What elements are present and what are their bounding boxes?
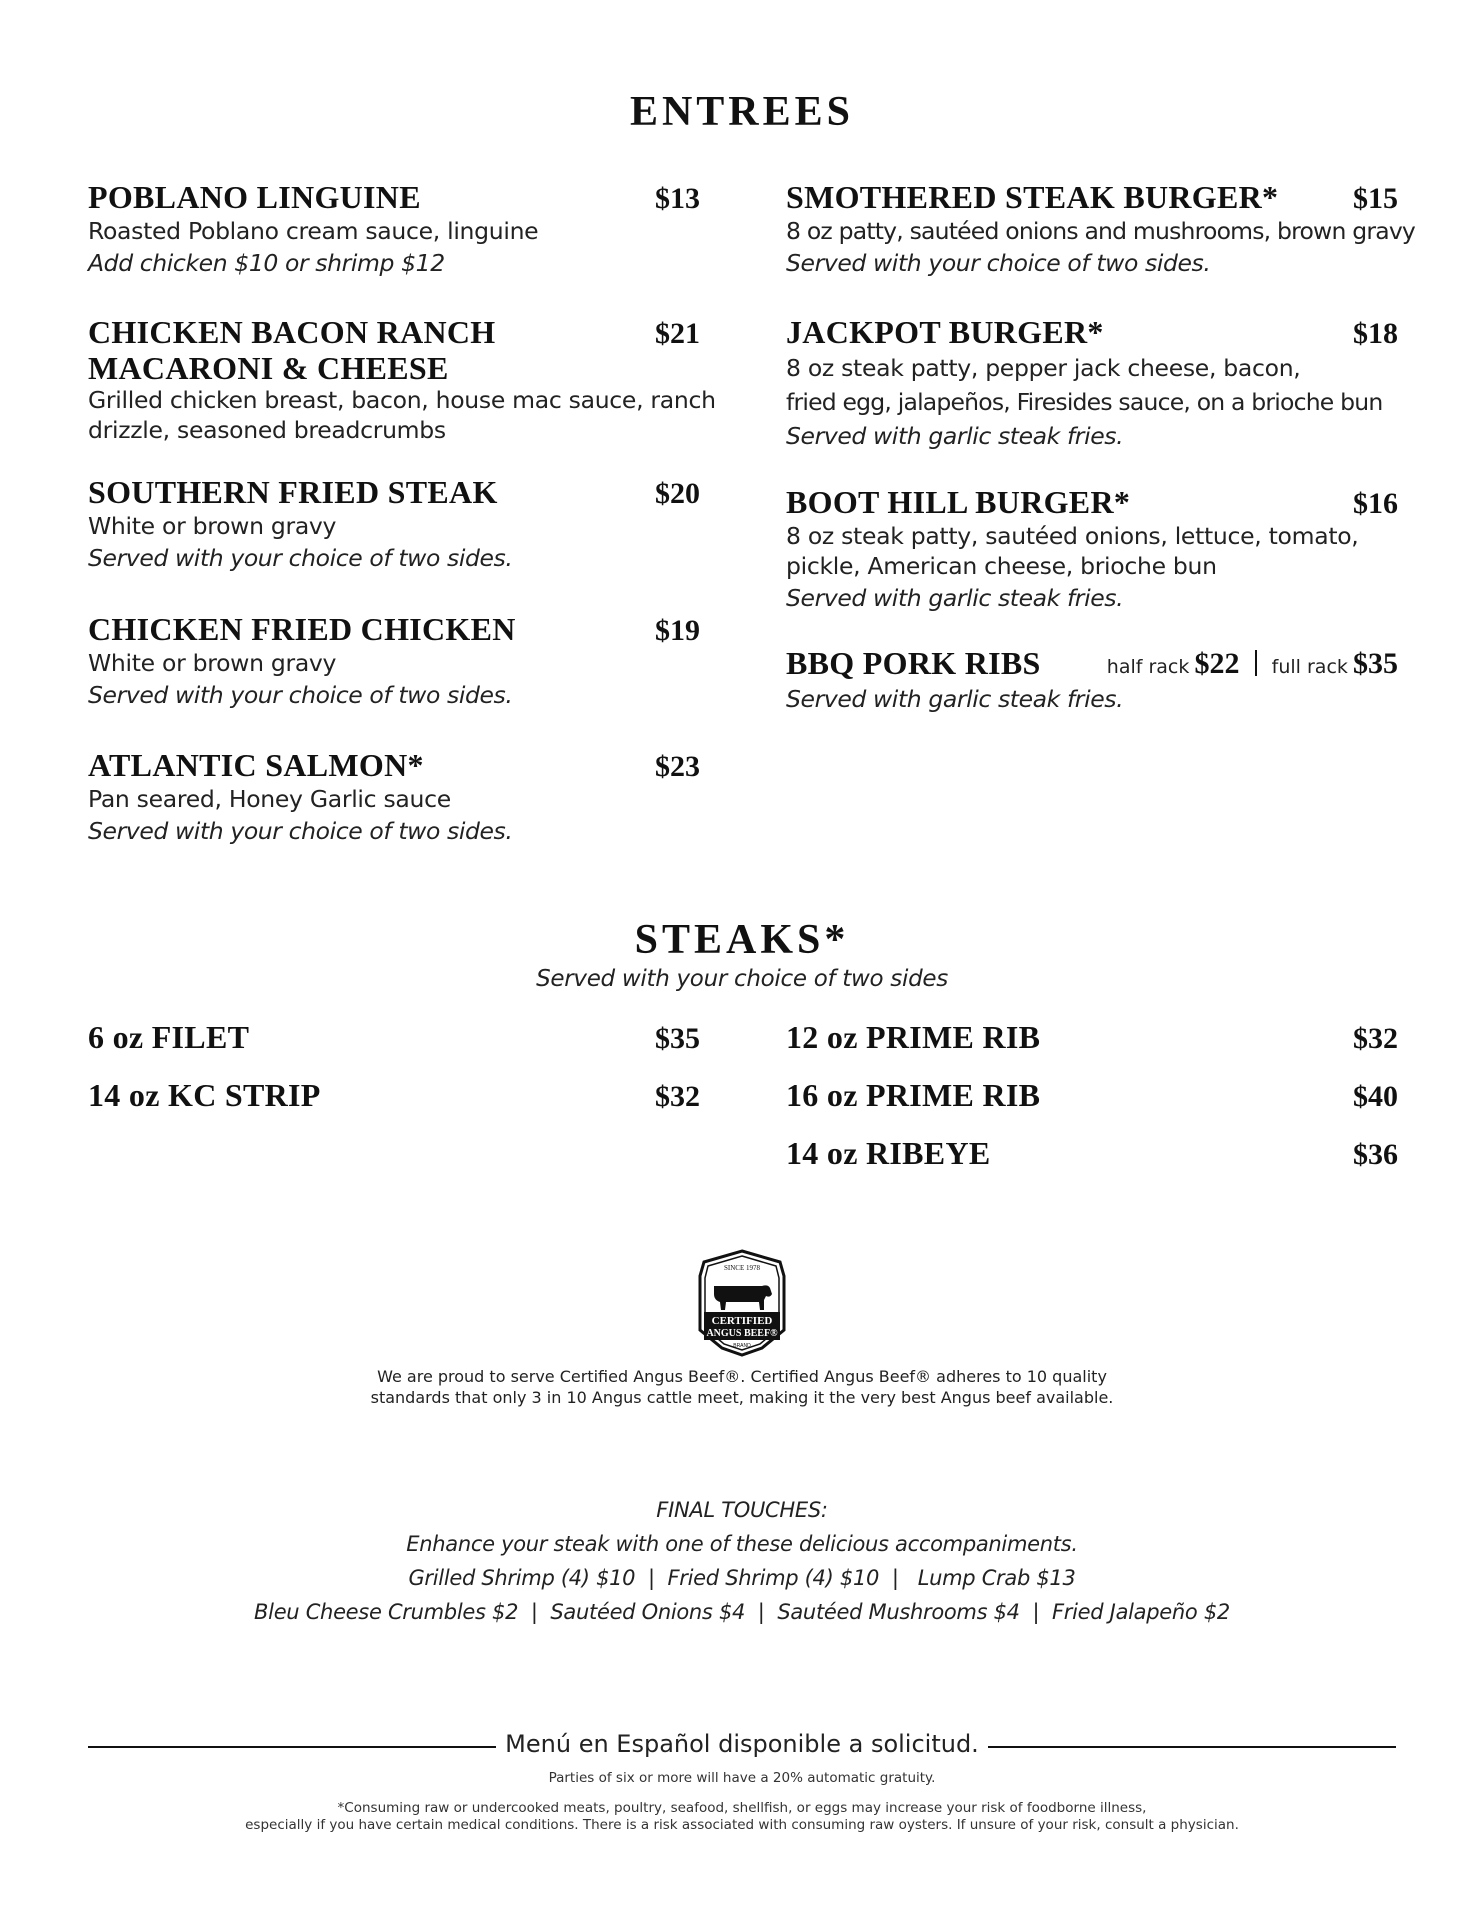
steak-item-kc-strip [88, 1078, 700, 1118]
menu-item-chicken-bacon-ranch [88, 314, 716, 445]
menu-item-poblano-linguine [88, 180, 700, 280]
gratuity-notice: Parties of six or more will have a 20% automatic gratuity. [548, 1770, 936, 1786]
item-name-line-2: MACARONI & CHEESE [88, 350, 449, 386]
steaks-left-column [88, 1020, 700, 1120]
item-name: ATLANTIC SALMON* [88, 747, 424, 783]
item-note: Served with your choice of two sides. [88, 681, 513, 709]
menu-item-chicken-fried-chicken [88, 612, 700, 712]
item-price: $13 [655, 182, 700, 215]
item-price: $35 [655, 1022, 700, 1055]
item-price: $15 [1353, 182, 1398, 215]
full-rack-price: $35 [1353, 647, 1398, 680]
item-description: 8 oz steak patty, sautéed onions, lettuce, tomato, [786, 522, 1359, 550]
steak-item-prime-rib-12 [786, 1020, 1398, 1060]
steaks-right-column [786, 1020, 1398, 1180]
item-price: $19 [655, 614, 700, 647]
item-price: $21 [655, 317, 700, 350]
item-price: $20 [655, 477, 700, 510]
final-touches-line-3: Bleu Cheese Crumbles $2 | Sautéed Onions $4 | Sautéed Mushrooms $4 | Fried Jalapeño $2 [254, 1600, 1230, 1624]
item-name: POBLANO LINGUINE [88, 179, 421, 215]
item-price: $32 [1353, 1022, 1398, 1055]
menu-item-atlantic-salmon [88, 748, 700, 848]
item-name: CHICKEN FRIED CHICKEN [88, 611, 516, 647]
item-description: White or brown gravy [88, 512, 337, 540]
consumer-advisory-line-2: especially if you have certain medical conditions. There is a risk associated with consuming raw oysters. If unsure of your risk, consult a physician. [245, 1817, 1239, 1833]
item-price: $16 [1353, 487, 1398, 520]
cab-description [0, 1366, 1484, 1408]
final-touches-heading: FINAL TOUCHES: [656, 1498, 828, 1522]
price-divider [1255, 650, 1257, 676]
item-note: Served with garlic steak fries. [786, 422, 1124, 450]
full-rack-label: full rack [1271, 656, 1348, 678]
item-name: 12 oz PRIME RIB [786, 1019, 1041, 1055]
item-note: Served with your choice of two sides. [88, 817, 513, 845]
item-name: CHICKEN BACON RANCH [88, 314, 496, 350]
item-name: 16 oz PRIME RIB [786, 1077, 1041, 1113]
item-note: Served with garlic steak fries. [786, 584, 1124, 612]
item-price: $40 [1353, 1080, 1398, 1113]
menu-item-southern-fried-steak [88, 475, 700, 575]
menu-item-boot-hill-burger [786, 485, 1398, 615]
item-description: White or brown gravy [88, 649, 337, 677]
spanish-menu-notice: Menú en Español disponible a solicitud. [505, 1730, 979, 1758]
item-name: BBQ PORK RIBS [786, 645, 1041, 681]
item-name: SMOTHERED STEAK BURGER* [786, 179, 1279, 215]
item-name: 14 oz KC STRIP [88, 1077, 321, 1113]
steak-item-prime-rib-16 [786, 1078, 1398, 1118]
item-description-line-2: pickle, American cheese, brioche bun [786, 552, 1217, 580]
final-touches-line-2: Grilled Shrimp (4) $10 | Fried Shrimp (4) $10 | Lump Crab $13 [408, 1566, 1076, 1590]
item-name: BOOT HILL BURGER* [786, 484, 1131, 520]
final-touches-intro: Enhance your steak with one of these delicious accompaniments. [406, 1532, 1078, 1556]
item-description-line-2: fried egg, jalapeños, Firesides sauce, on a brioche bun [786, 388, 1383, 416]
logo-line1-text: CERTIFIED [711, 1315, 773, 1327]
entrees-right-column [786, 179, 1416, 720]
item-price: $18 [1353, 317, 1398, 350]
menu-item-jackpot-burger [786, 315, 1398, 453]
menu-item-smothered-steak-burger [786, 179, 1416, 280]
item-name: SOUTHERN FRIED STEAK [88, 474, 498, 510]
item-price: $36 [1353, 1138, 1398, 1171]
menu-item-bbq-pork-ribs [786, 646, 1398, 716]
steaks-subtitle: Served with your choice of two sides [536, 966, 948, 992]
steaks-title: STEAKS* [634, 917, 850, 963]
item-note: Served with your choice of two sides. [88, 544, 513, 572]
logo-since-text: SINCE 1978 [724, 1264, 760, 1272]
logo-brand-text: BRAND [733, 1343, 751, 1349]
item-description: 8 oz patty, sautéed onions and mushrooms, brown gravy [786, 217, 1416, 245]
logo-line2-text: ANGUS BEEF® [706, 1328, 778, 1339]
item-description: Roasted Poblano cream sauce, linguine [88, 217, 539, 245]
entrees-title: ENTREES [629, 89, 855, 135]
rack-prices [1107, 646, 1398, 686]
item-name: JACKPOT BURGER* [786, 314, 1104, 350]
certified-angus-beef-logo [692, 1248, 792, 1358]
half-rack-price: $22 [1194, 647, 1240, 680]
item-description: Grilled chicken breast, bacon, house mac sauce, ranch [88, 386, 716, 414]
item-description: 8 oz steak patty, pepper jack cheese, bacon, [786, 354, 1301, 382]
item-description: Pan seared, Honey Garlic sauce [88, 785, 451, 813]
item-note: Add chicken $10 or shrimp $12 [88, 249, 445, 277]
entrees-left-column [88, 179, 716, 860]
item-price: $32 [655, 1080, 700, 1113]
item-note: Served with garlic steak fries. [786, 685, 1124, 713]
consumer-advisory-line-1: *Consuming raw or undercooked meats, poultry, seafood, shellfish, or eggs may increase your risk of foodborne illness, [337, 1800, 1147, 1816]
steak-item-filet [88, 1020, 700, 1060]
steak-item-ribeye [786, 1136, 1398, 1176]
cab-text-line-2: standards that only 3 in 10 Angus cattle meet, making it the very best Angus beef available. [370, 1388, 1114, 1407]
half-rack-label: half rack [1106, 656, 1190, 678]
item-description-line-2: drizzle, seasoned breadcrumbs [88, 416, 446, 444]
item-name: 6 oz FILET [88, 1019, 250, 1055]
item-note: Served with your choice of two sides. [786, 249, 1211, 277]
item-price: $23 [655, 750, 700, 783]
item-name: 14 oz RIBEYE [786, 1135, 991, 1171]
cab-text-line-1: We are proud to serve Certified Angus Beef®. Certified Angus Beef® adheres to 10 quality [377, 1367, 1107, 1386]
